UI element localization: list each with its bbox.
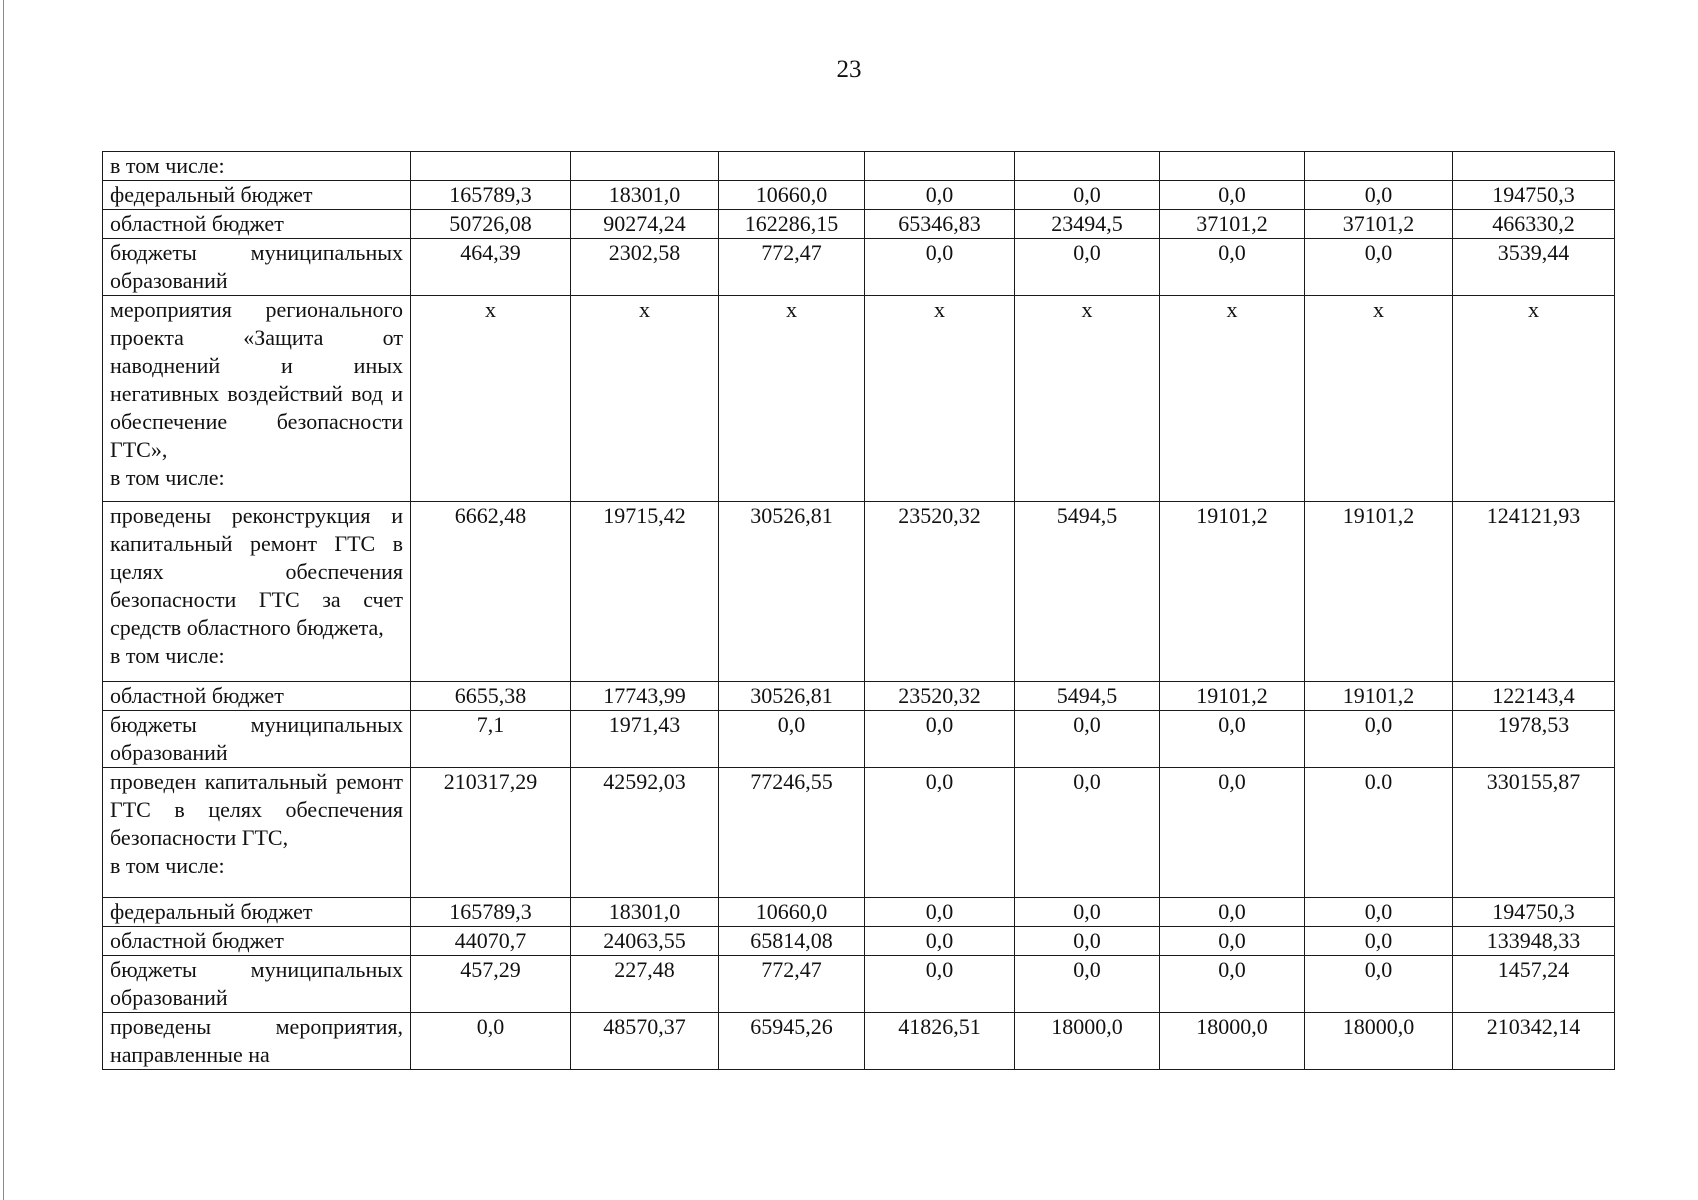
value-cell: 0,0 — [1160, 927, 1305, 956]
value-cell: 19101,2 — [1305, 682, 1453, 711]
value-cell: 0,0 — [1160, 768, 1305, 898]
value-cell: 23520,32 — [865, 682, 1015, 711]
value-cell: 0,0 — [411, 1013, 571, 1070]
table-row — [103, 927, 1615, 956]
value-cell: 0,0 — [865, 898, 1015, 927]
value-cell: 5494,5 — [1015, 682, 1160, 711]
value-cell: 0,0 — [1160, 898, 1305, 927]
value-cell: 19101,2 — [1160, 502, 1305, 682]
value-cell: 330155,87 — [1453, 768, 1615, 898]
value-cell: 165789,3 — [411, 181, 571, 210]
value-cell: 65814,08 — [719, 927, 865, 956]
value-cell: 124121,93 — [1453, 502, 1615, 682]
row-label-cell — [103, 927, 411, 956]
value-cell: 44070,7 — [411, 927, 571, 956]
value-cell: x — [719, 296, 865, 502]
value-cell: 23520,32 — [865, 502, 1015, 682]
row-label: областной бюджет — [110, 928, 284, 953]
table-row — [103, 682, 1615, 711]
value-cell: 18000,0 — [1015, 1013, 1160, 1070]
page-number: 23 — [836, 56, 862, 83]
value-cell: 0,0 — [1015, 181, 1160, 210]
value-cell: 0,0 — [865, 239, 1015, 296]
row-label: бюджеты муниципальных образований — [110, 712, 403, 765]
value-cell: 0,0 — [1305, 956, 1453, 1013]
table-row — [103, 152, 1615, 181]
value-cell: 0,0 — [1160, 181, 1305, 210]
row-label-cell — [103, 1013, 411, 1070]
value-cell: 24063,55 — [571, 927, 719, 956]
value-cell: 0,0 — [1015, 239, 1160, 296]
value-cell: 0,0 — [1015, 768, 1160, 898]
value-cell: 3539,44 — [1453, 239, 1615, 296]
row-label-cell — [103, 152, 411, 181]
row-label: областной бюджет — [110, 683, 284, 708]
row-label: бюджеты муниципальных образований — [110, 957, 403, 1010]
value-cell: 0,0 — [865, 927, 1015, 956]
value-cell: 1978,53 — [1453, 711, 1615, 768]
value-cell: 19101,2 — [1305, 502, 1453, 682]
value-cell — [1015, 152, 1160, 181]
row-label: бюджеты муниципальных образований — [110, 240, 403, 293]
value-cell: 0.0 — [1305, 768, 1453, 898]
value-cell — [865, 152, 1015, 181]
row-label-cell — [103, 210, 411, 239]
row-label-cell — [103, 502, 411, 682]
value-cell: 48570,37 — [571, 1013, 719, 1070]
value-cell — [1305, 152, 1453, 181]
value-cell: 210342,14 — [1453, 1013, 1615, 1070]
value-cell: 0,0 — [1305, 181, 1453, 210]
value-cell: x — [571, 296, 719, 502]
value-cell: 65945,26 — [719, 1013, 865, 1070]
value-cell: 17743,99 — [571, 682, 719, 711]
row-label: федеральный бюджет — [110, 182, 313, 207]
value-cell: 0,0 — [1015, 711, 1160, 768]
row-label: областной бюджет — [110, 211, 284, 236]
value-cell: 194750,3 — [1453, 898, 1615, 927]
value-cell: 0,0 — [865, 181, 1015, 210]
value-cell: 0,0 — [1015, 898, 1160, 927]
row-label: в том числе: — [110, 153, 225, 178]
value-cell: 18301,0 — [571, 181, 719, 210]
value-cell: 227,48 — [571, 956, 719, 1013]
value-cell: 41826,51 — [865, 1013, 1015, 1070]
value-cell: x — [1305, 296, 1453, 502]
value-cell — [1453, 152, 1615, 181]
value-cell: 18000,0 — [1305, 1013, 1453, 1070]
value-cell: 18000,0 — [1160, 1013, 1305, 1070]
table-row — [103, 296, 1615, 502]
value-cell: 42592,03 — [571, 768, 719, 898]
value-cell: 0,0 — [1305, 898, 1453, 927]
row-label-cell — [103, 898, 411, 927]
value-cell — [411, 152, 571, 181]
value-cell: 6655,38 — [411, 682, 571, 711]
table-row — [103, 239, 1615, 296]
value-cell — [719, 152, 865, 181]
value-cell: 10660,0 — [719, 898, 865, 927]
scan-edge-line — [3, 0, 4, 1200]
table-row — [103, 768, 1615, 898]
table-row — [103, 956, 1615, 1013]
value-cell: 162286,15 — [719, 210, 865, 239]
value-cell: 210317,29 — [411, 768, 571, 898]
row-label-cell — [103, 768, 411, 898]
table-row — [103, 181, 1615, 210]
value-cell: 2302,58 — [571, 239, 719, 296]
value-cell: 65346,83 — [865, 210, 1015, 239]
row-label: проведены мероприятия, направленные на — [110, 1014, 403, 1067]
value-cell: 10660,0 — [719, 181, 865, 210]
value-cell: 19101,2 — [1160, 682, 1305, 711]
value-cell: 772,47 — [719, 956, 865, 1013]
value-cell: 0,0 — [1160, 956, 1305, 1013]
value-cell: 18301,0 — [571, 898, 719, 927]
value-cell: x — [1160, 296, 1305, 502]
row-label: федеральный бюджет — [110, 899, 313, 924]
budget-table-body — [103, 152, 1615, 1070]
table-row — [103, 1013, 1615, 1070]
row-label: проведены реконструкция и капитальный ремонт ГТС в целях обеспечения безопасности ГТС за счет средств областного бюджета, — [110, 503, 403, 640]
value-cell: 194750,3 — [1453, 181, 1615, 210]
row-sublabel: в том числе: — [110, 643, 225, 668]
budget-table — [102, 151, 1615, 1070]
value-cell: 30526,81 — [719, 682, 865, 711]
value-cell: 0,0 — [865, 956, 1015, 1013]
value-cell: 50726,08 — [411, 210, 571, 239]
value-cell: 133948,33 — [1453, 927, 1615, 956]
value-cell: 37101,2 — [1305, 210, 1453, 239]
value-cell — [1160, 152, 1305, 181]
value-cell: 0,0 — [1305, 711, 1453, 768]
value-cell: 5494,5 — [1015, 502, 1160, 682]
value-cell: 1457,24 — [1453, 956, 1615, 1013]
row-sublabel: в том числе: — [110, 465, 225, 490]
value-cell: 0,0 — [1160, 239, 1305, 296]
row-label-cell — [103, 711, 411, 768]
value-cell: 30526,81 — [719, 502, 865, 682]
value-cell: 0,0 — [719, 711, 865, 768]
row-label: проведен капитальный ремонт ГТС в целях обеспечения безопасности ГТС, — [110, 769, 403, 850]
value-cell: 466330,2 — [1453, 210, 1615, 239]
row-label-cell — [103, 181, 411, 210]
row-label-cell — [103, 956, 411, 1013]
value-cell: 0,0 — [1305, 239, 1453, 296]
value-cell: 457,29 — [411, 956, 571, 1013]
value-cell: 772,47 — [719, 239, 865, 296]
value-cell: 165789,3 — [411, 898, 571, 927]
table-row — [103, 898, 1615, 927]
value-cell: 7,1 — [411, 711, 571, 768]
value-cell: 0,0 — [1160, 711, 1305, 768]
value-cell — [571, 152, 719, 181]
value-cell: 6662,48 — [411, 502, 571, 682]
value-cell: 0,0 — [1305, 927, 1453, 956]
value-cell: 37101,2 — [1160, 210, 1305, 239]
value-cell: 19715,42 — [571, 502, 719, 682]
value-cell: 0,0 — [865, 768, 1015, 898]
value-cell: x — [865, 296, 1015, 502]
row-label-cell — [103, 239, 411, 296]
value-cell: 77246,55 — [719, 768, 865, 898]
value-cell: 23494,5 — [1015, 210, 1160, 239]
value-cell: 464,39 — [411, 239, 571, 296]
value-cell: x — [1015, 296, 1160, 502]
value-cell: 122143,4 — [1453, 682, 1615, 711]
row-label: мероприятия регионального проекта «Защита от наводнений и иных негативных воздействий вод и обеспечение безопасности ГТС», — [110, 297, 403, 462]
table-row — [103, 502, 1615, 682]
row-label-cell — [103, 296, 411, 502]
table-row — [103, 711, 1615, 768]
value-cell: 0,0 — [1015, 956, 1160, 1013]
row-sublabel: в том числе: — [110, 853, 225, 878]
value-cell: x — [1453, 296, 1615, 502]
value-cell: 0,0 — [865, 711, 1015, 768]
value-cell: 1971,43 — [571, 711, 719, 768]
value-cell: 0,0 — [1015, 927, 1160, 956]
value-cell: x — [411, 296, 571, 502]
value-cell: 90274,24 — [571, 210, 719, 239]
row-label-cell — [103, 682, 411, 711]
table-row — [103, 210, 1615, 239]
